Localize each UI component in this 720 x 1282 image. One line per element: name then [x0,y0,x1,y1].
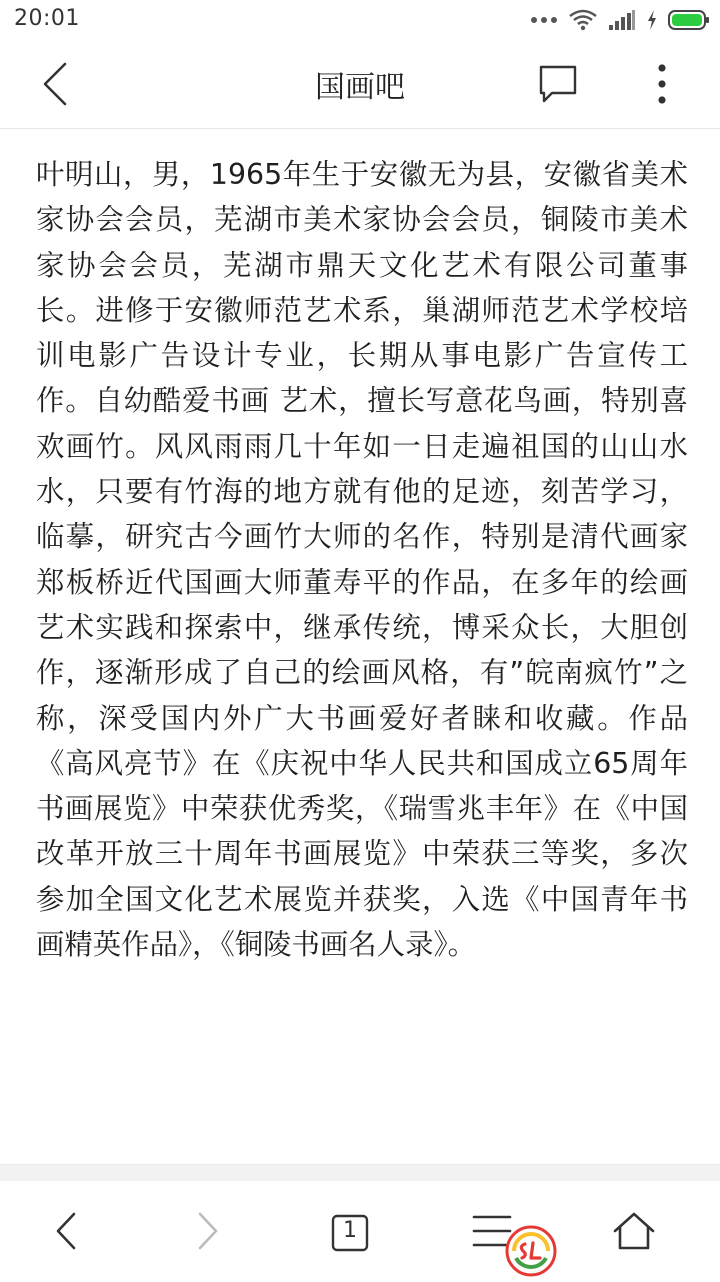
status-icons [530,6,710,34]
nav-back-button[interactable] [36,1205,96,1261]
status-bar [0,0,720,40]
battery-icon [668,10,710,30]
content-divider [0,1164,720,1181]
nav-forward-button[interactable] [178,1205,238,1261]
article-body: 叶明山，男，1965年生于安徽无为县，安徽省美术家协会会员，芜湖市美术家协会会员，铜陵市美术家协会会员，芜湖市鼎天文化艺术有限公司董事长。进修于安徽师范艺术系，巢湖师范艺术学校培训电影广告设计专业，长期从事电影广告宣传工作。自幼酷爱书画 艺术，擅长写意花鸟画，特别喜欢画竹。风风雨雨几十年如一日走遍祖国的山山水水，只要有竹海的地方就有他的足迹，刻苦学习，临摹，研究古今画竹大师的名作，特别是清代画家郑板桥近代国画大师董寿平的作品，在多年的绘画艺术实践和探索中，继承传统，博采众长，大胆创作，逐渐形成了自己的绘画风格，有”皖南疯竹”之称，深受国内外广大书画爱好者睐和收藏。作品《高风亮节》在《庆祝中华人民共和国成立65周年书画展览》中荣获优秀奖，《瑞雪兆丰年》在《中国改革开放三十周年书画展览》中荣获三等奖，多次参加全国文化艺术展览并获奖，入选《中国青年书画精英作品》，《铜陵书画名人录》。 [36,158,688,962]
comment-button[interactable] [530,58,586,114]
nav-home-button[interactable] [604,1205,664,1261]
dots-icon [530,15,558,25]
bottom-nav [0,1181,720,1280]
back-arrow-icon [41,62,71,110]
comment-icon [538,64,578,108]
tabs-icon [331,1214,369,1252]
charging-icon [646,9,658,31]
back-icon [54,1212,78,1254]
home-icon [612,1211,656,1255]
watermark-logo-icon [504,1224,558,1278]
forward-icon [196,1212,220,1254]
nav-tabs-button[interactable] [320,1205,380,1261]
signal-icon [608,9,636,31]
more-vertical-icon [657,64,667,108]
status-time: 20:01 [14,6,80,31]
page-title: 国画吧 [315,70,405,105]
more-button[interactable] [634,58,690,114]
tab-count: 1 [343,1218,357,1243]
back-button[interactable] [28,58,84,114]
wifi-icon [568,9,598,31]
app-header [0,40,720,129]
